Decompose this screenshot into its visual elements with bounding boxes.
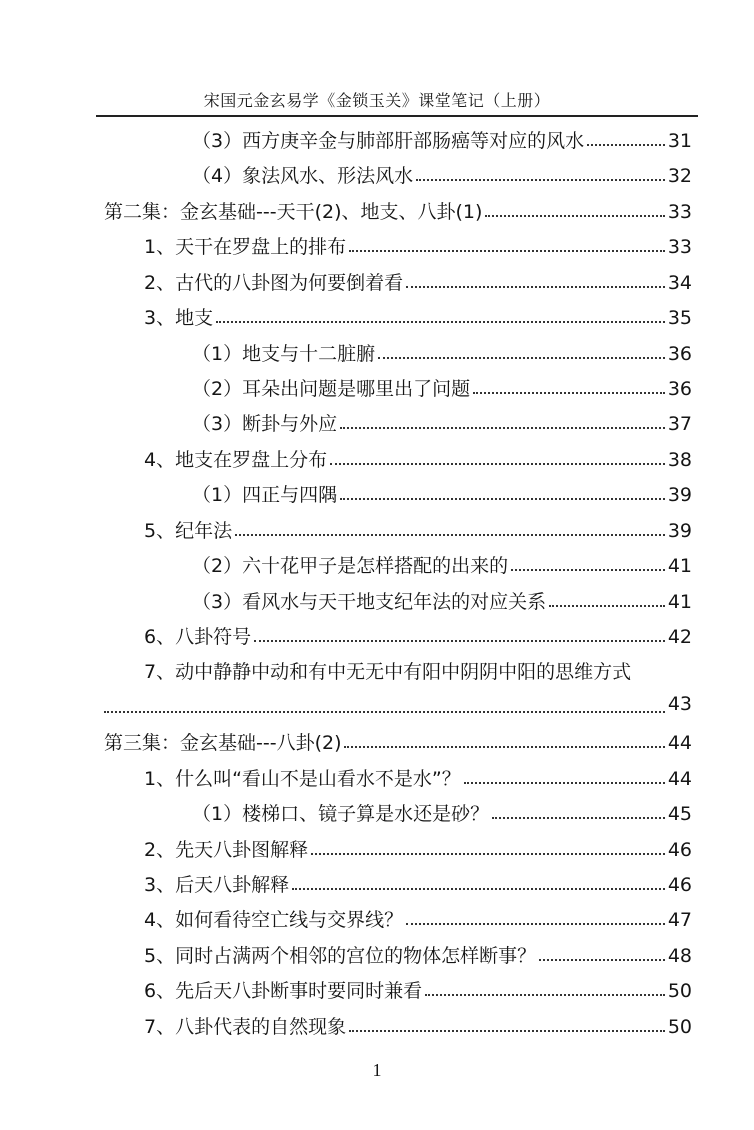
toc-entry-label: （2）耳朵出问题是哪里出了问题 [192,378,471,400]
dot-leader [311,853,665,855]
toc-entry-page: 31 [667,130,692,152]
toc-entry-label: 1、天干在罗盘上的排布 [144,236,347,258]
toc-entry-page: 45 [667,803,692,825]
toc-entry-page: 50 [667,980,692,1002]
toc-entry-page: 32 [667,165,692,187]
toc-entry-label: 1、什么叫“看山不是山看水不是水”？ [144,768,461,790]
toc-entry-page: 44 [667,768,692,790]
toc-entry-label: （1）楼梯口、镜子算是水还是砂？ [192,803,490,825]
dot-leader [549,605,665,607]
toc-entry [192,126,692,152]
toc-entry-page: 35 [667,307,692,329]
toc-entry [192,480,692,506]
toc-entry-page: 41 [667,555,692,577]
toc-entry-page: 43 [667,693,692,715]
dot-leader [254,640,665,642]
dot-leader [292,888,665,890]
toc-entry-label: 6、八卦符号 [144,626,252,648]
dot-leader [416,179,665,181]
toc-entry-label: （1）地支与十二脏腑 [192,343,376,365]
toc-entry [144,303,692,329]
dot-leader [104,711,665,713]
toc-entry [144,870,692,896]
toc-entry-label: 2、古代的八卦图为何要倒着看 [144,272,404,294]
toc-entry-page: 37 [667,413,692,435]
toc-entry-label: 7、动中静静中动和有中无无中有阳中阴阴中阳的思维方式 [144,661,632,683]
toc-entry-page: 38 [667,449,692,471]
toc-entry [144,516,692,542]
toc-entry-label: 2、先天八卦图解释 [144,839,309,861]
toc-entry-page: 39 [667,520,692,542]
dot-leader [492,817,665,819]
toc-entry-page: 46 [667,839,692,861]
toc-entry [192,339,692,365]
toc-entry [192,374,692,400]
toc-entry-page: 48 [667,945,692,967]
toc-entry-page: 41 [667,591,692,613]
dot-leader [473,392,665,394]
toc-entry-label: （1）四正与四隅 [192,484,338,506]
dot-leader [340,427,665,429]
dot-leader [406,286,665,288]
dot-leader [344,746,664,748]
toc-entry-label: （3）断卦与外应 [192,413,338,435]
toc-entry [144,622,692,648]
toc-entry-page: 50 [667,1016,692,1038]
toc-entry-label: 5、纪年法 [144,520,233,542]
dot-leader [349,250,665,252]
toc-entry-page: 36 [667,343,692,365]
toc-entry [192,551,692,577]
toc-entry-label: 3、地支 [144,307,214,329]
dot-leader [587,144,665,146]
toc-entry-label: （3）看风水与天干地支纪年法的对应关系 [192,591,547,613]
toc-entry [144,445,692,471]
toc-entry [144,232,692,258]
dot-leader [216,321,665,323]
toc-entry-page: 42 [667,626,692,648]
toc-entry [192,409,692,435]
page-header: 宋国元金玄易学《金锁玉关》课堂笔记（上册） [203,91,551,110]
toc-entry-label: 7、八卦代表的自然现象 [144,1016,347,1038]
toc-entry-label: 5、同时占满两个相邻的宫位的物体怎样断事？ [144,945,537,967]
toc-entry [144,764,692,790]
toc-entry-page: 44 [667,732,692,754]
dot-leader [425,994,665,996]
toc-entry-label: （3）西方庚辛金与肺部肝部肠癌等对应的风水 [192,130,585,152]
toc-entry-page: 39 [667,484,692,506]
dot-leader [511,569,665,571]
toc-chapter [104,728,692,754]
dot-leader [378,357,665,359]
toc-entry-page: 46 [667,874,692,896]
toc-entry-wrapped [144,657,692,683]
dot-leader [464,782,665,784]
dot-leader [406,923,665,925]
toc-entry-label: 4、地支在罗盘上分布 [144,449,328,471]
toc-entry [144,941,692,967]
toc-entry-page: 34 [667,272,692,294]
dot-leader [340,498,665,500]
toc-entry-label: 3、后天八卦解释 [144,874,290,896]
dot-leader [485,215,664,217]
page-number: 1 [372,1060,382,1080]
toc-entry-page: 33 [667,236,692,258]
toc-entry [144,905,692,931]
toc-entry-label: 6、先后天八卦断事时要同时兼看 [144,980,423,1002]
toc-entry-page: 47 [667,909,692,931]
toc-entry-page: 36 [667,378,692,400]
toc-entry-page: 33 [667,201,692,223]
toc-entry [144,976,692,1002]
toc-entry-label: 4、如何看待空亡线与交界线？ [144,909,404,931]
toc-entry-label: 第三集：金玄基础---八卦(2) [104,732,342,754]
toc-entry [144,268,692,294]
toc-entry [144,835,692,861]
dot-leader [235,534,665,536]
toc-entry-label: 第二集：金玄基础---天干(2)、地支、八卦(1) [104,201,483,223]
toc-entry-label: （4）象法风水、形法风水 [192,165,414,187]
dot-leader [349,1030,665,1032]
toc-entry [192,161,692,187]
toc-entry-continuation [104,693,692,719]
toc-entry-label: （2）六十花甲子是怎样搭配的出来的 [192,555,509,577]
dot-leader [539,959,665,961]
toc-entry [192,587,692,613]
toc-chapter [104,197,692,223]
toc-entry [144,1012,692,1038]
dot-leader [330,463,665,465]
toc-entry [192,799,692,825]
